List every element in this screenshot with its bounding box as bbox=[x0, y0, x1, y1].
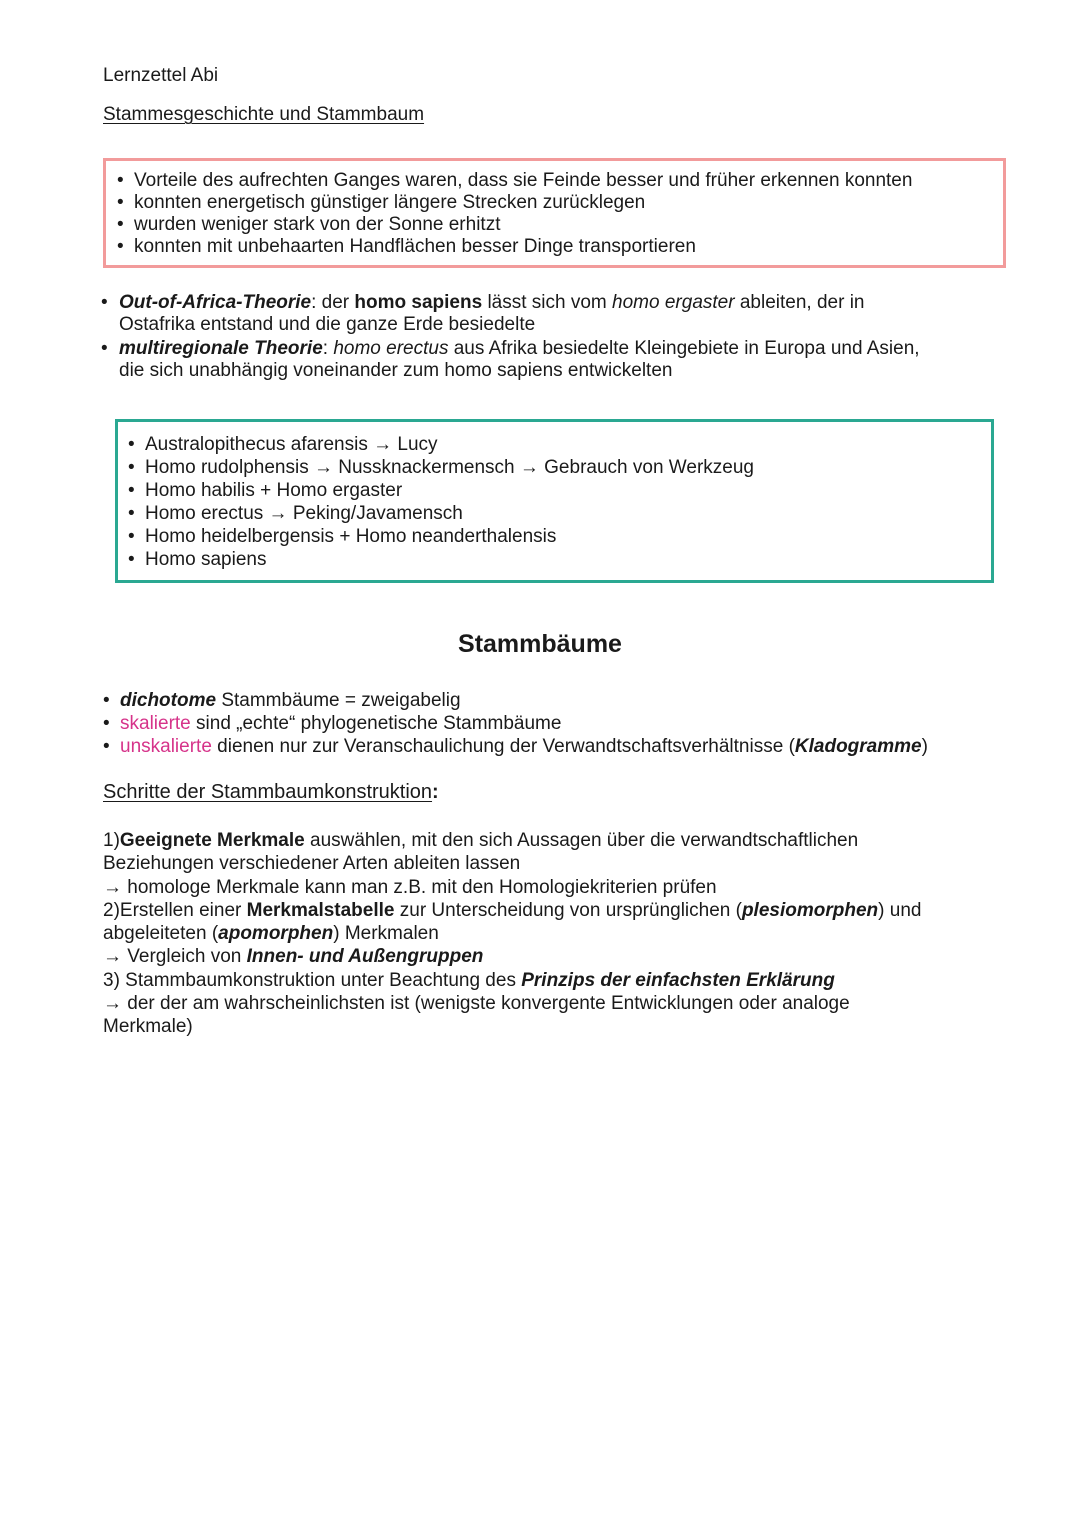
steps-body: 1)Geeignete Merkmale auswählen, mit den sich Aussagen über die verwandtschaftlichen Beziehungen verschiedener Arten ableiten lassen → homologe Merkmale kann man z.B. mit den Homologiekriterien prüfen 2)Erstellen einer Merkmalstabelle zur Unterscheidung von ursprünglichen (plesiomorphen) und abgeleiteten (apomorphen) Merkmalen → Vergleich von Innen- und Außengruppen 3) Stammbaumkonstruktion unter Beachtung des Prinzips der einfachsten Erklärung → der der am wahrscheinlichsten ist (wenigste konvergente Entwicklungen oder analoge Merkmale) bbox=[103, 829, 1003, 1039]
list-item: • unskalierte dienen nur zur Veranschaulichung der Verwandtschaftsverhältnisse (Kladogramme) bbox=[103, 736, 928, 757]
list-item: • multiregionale Theorie: homo erectus aus Afrika besiedelte Kleingebiete in Europa und Asien, die sich unabhängig voneinander zum homo sapiens entwickelten bbox=[101, 338, 920, 381]
list-item: • Australopithecus afarensis → Lucy bbox=[128, 434, 438, 455]
list-item: • Homo heidelbergensis + Homo neanderthalensis bbox=[128, 526, 557, 547]
page-title: Lernzettel Abi bbox=[103, 65, 219, 86]
list-item: • Out-of-Africa-Theorie: der homo sapiens lässt sich vom homo ergaster ableiten, der in Ostafrika entstand und die ganze Erde besiedelte bbox=[101, 292, 865, 335]
list-item: • Homo erectus → Peking/Javamensch bbox=[128, 503, 463, 524]
list-item: • Vorteile des aufrechten Ganges waren, dass sie Feinde besser und früher erkennen konnten bbox=[117, 170, 913, 191]
step-1: 1)Geeignete Merkmale auswählen, mit den sich Aussagen über die verwandtschaftlichen bbox=[103, 830, 859, 851]
list-item: • Homo habilis + Homo ergaster bbox=[128, 480, 403, 501]
species-list bbox=[128, 433, 754, 571]
tree-types-list bbox=[103, 689, 928, 758]
hominid-species-box bbox=[115, 419, 994, 583]
list-item: • konnten mit unbehaarten Handflächen besser Dinge transportieren bbox=[117, 236, 696, 257]
advantages-list bbox=[117, 170, 912, 258]
step-2: 2)Erstellen einer Merkmalstabelle zur Unterscheidung von ursprünglichen (plesiomorphen) und bbox=[103, 899, 922, 921]
list-item: • wurden weniger stark von der Sonne erhitzt bbox=[117, 214, 501, 235]
steps-heading: Schritte der Stammbaumkonstruktion: bbox=[103, 781, 439, 803]
step-3: 3) Stammbaumkonstruktion unter Beachtung des Prinzips der einfachsten Erklärung bbox=[103, 969, 835, 991]
page-subtitle: Stammesgeschichte und Stammbaum bbox=[103, 104, 425, 125]
list-item: • Homo rudolphensis → Nussknackermensch → Gebrauch von Werkzeug bbox=[128, 457, 754, 478]
section-heading: Stammbäume bbox=[458, 630, 622, 658]
list-item: • konnten energetisch günstiger längere Strecken zurücklegen bbox=[117, 192, 646, 213]
list-item: • dichotome Stammbäume = zweigabelig bbox=[103, 690, 461, 711]
list-item: • skalierte sind „echte“ phylogenetische Stammbäume bbox=[103, 713, 562, 734]
advantages-box bbox=[103, 158, 1006, 268]
theories-list bbox=[101, 292, 1001, 382]
list-item: • Homo sapiens bbox=[128, 549, 267, 570]
